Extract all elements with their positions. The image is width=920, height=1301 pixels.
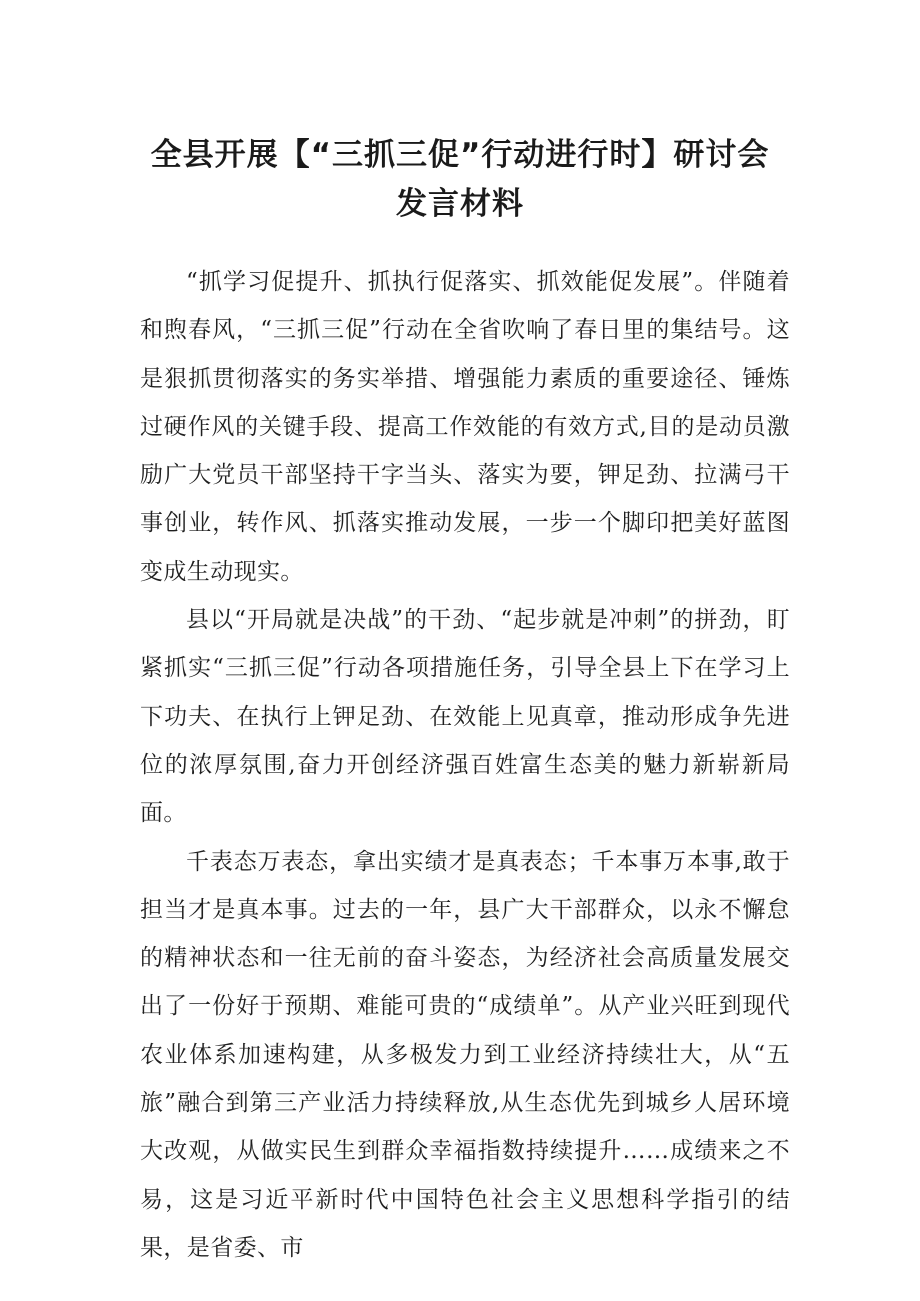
document-title-line-1: 全县开展【“三抓三促”行动进行时】研讨会 [150, 137, 770, 173]
document-body [140, 258, 790, 1272]
paragraph-1: “抓学习促提升、抓执行促落实、抓效能促发展”。伴随着和煦春风，“三抓三促”行动在全省吹响了春日里的集结号。这是狠抓贯彻落实的务实举措、增强能力素质的重要途径、锤炼过硬作风的关键手段、提高工作效能的有效方式,目的是动员激励广大党员干部坚持干字当头、落实为要，钾足劲、拉满弓干事创业，转作风、抓落实推动发展，一步一个脚印把美好蓝图变成生动现实。 [140, 269, 790, 585]
paragraph-3: 千表态万表态，拿出实绩才是真表态；千本事万本事,敢于担当才是真本事。过去的一年，县广大干部群众，以永不懈怠的精神状态和一往无前的奋斗姿态，为经济社会高质量发展交出了一份好于预期、难能可贵的“成绩单”。从产业兴旺到现代农业体系加速构建，从多极发力到工业经济持续壮大，从“五旅”融合到第三产业活力持续释放,从生态优先到城乡人居环境大改观，从做实民生到群众幸福指数持续提升……成绩来之不易，这是习近平新时代中国特色社会主义思想科学指引的结果，是省委、市 [140, 848, 790, 1261]
paragraph-2: 县以“开局就是决战”的干劲、“起步就是冲刺”的拼劲，盯紧抓实“三抓三促”行动各项措施任务，引导全县上下在学习上下功夫、在执行上钾足劲、在效能上见真章，推动形成争先进位的浓厚氛围,奋力开创经济强百姓富生态美的魅力新崭新局面。 [140, 607, 790, 827]
document-title-line-2: 发言材料 [396, 186, 524, 222]
